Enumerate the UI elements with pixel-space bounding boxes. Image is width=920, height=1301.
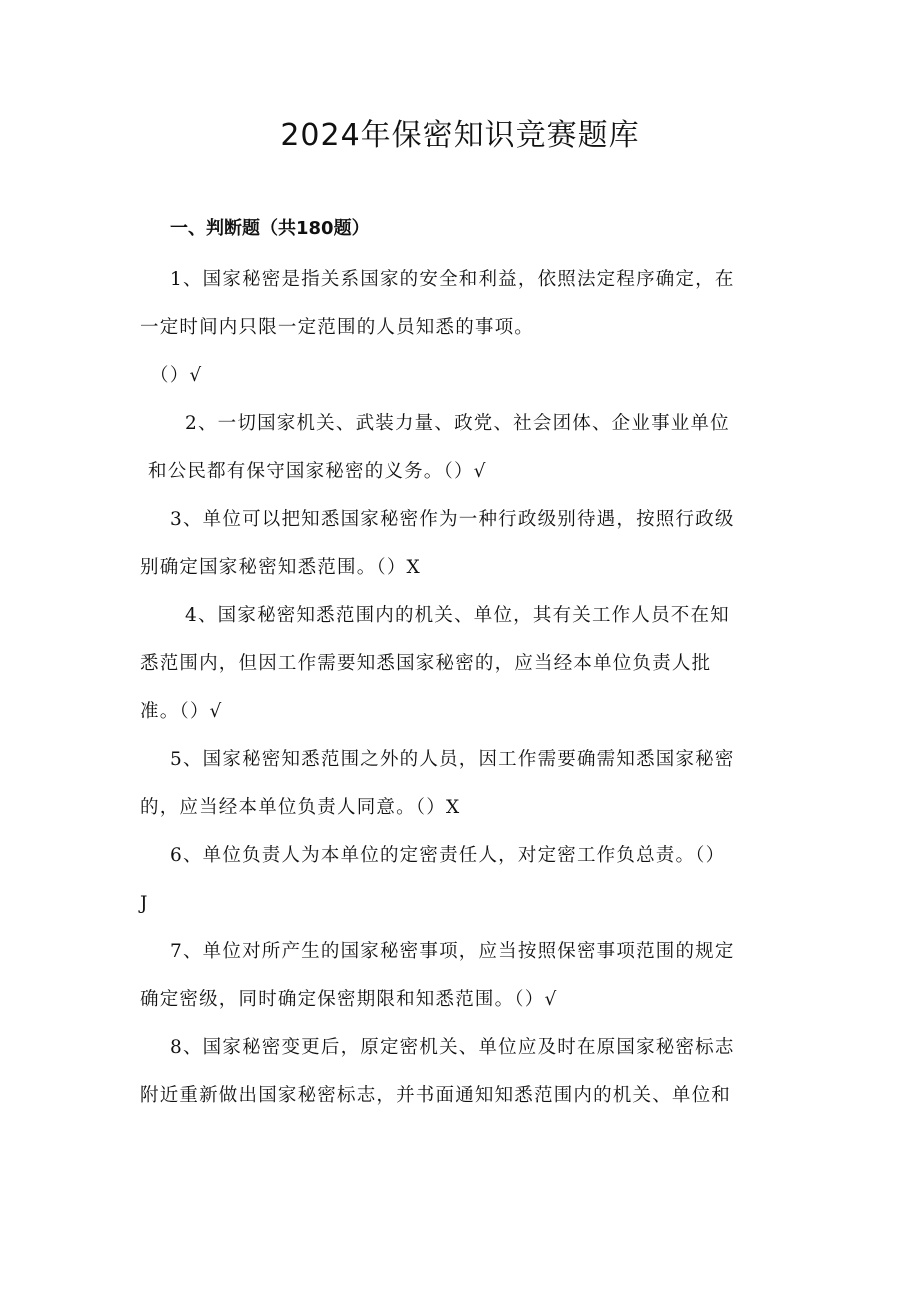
paragraph-line: 8、国家秘密变更后，原定密机关、单位应及时在原国家秘密标志	[170, 1037, 735, 1058]
paragraph-line: 悉范围内，但因工作需要知悉国家秘密的，应当经本单位负责人批	[140, 653, 712, 674]
paragraph-line: 3、单位可以把知悉国家秘密作为一种行政级别待遇，按照行政级	[170, 509, 735, 530]
paragraph-line: 别确定国家秘密知悉范围。（）X	[140, 557, 421, 578]
paragraph-line: 4、国家秘密知悉范围内的机关、单位，其有关工作人员不在知	[185, 605, 730, 626]
paragraph-line: 1、国家秘密是指关系国家的安全和利益，依照法定程序确定，在	[170, 269, 735, 290]
answer-line: （）√	[150, 365, 203, 386]
paragraph-line: 7、单位对所产生的国家秘密事项，应当按照保密事项范围的规定	[170, 941, 735, 962]
paragraph-line: 和公民都有保守国家秘密的义务。（）√	[148, 461, 487, 482]
section-heading: 一、判断题（共180题）	[170, 218, 370, 239]
document-title: 2024年保密知识竞赛题库	[280, 118, 640, 153]
paragraph-line: 6、单位负责人为本单位的定密责任人，对定密工作负总责。（）	[170, 845, 726, 866]
paragraph-line: 的，应当经本单位负责人同意。（）X	[140, 797, 461, 818]
paragraph-line: 确定密级，同时确定保密期限和知悉范围。（）√	[140, 989, 558, 1010]
answer-line: J	[140, 893, 149, 914]
paragraph-line: 2、一切国家机关、武装力量、政党、社会团体、企业事业单位	[185, 413, 730, 434]
paragraph-line: 附近重新做出国家秘密标志，并书面通知知悉范围内的机关、单位和	[140, 1085, 732, 1106]
paragraph-line: 5、国家秘密知悉范围之外的人员，因工作需要确需知悉国家秘密	[170, 749, 735, 770]
paragraph-line: 一定时间内只限一定范围的人员知悉的事项。	[140, 317, 535, 338]
paragraph-line: 准。（）√	[140, 701, 223, 722]
